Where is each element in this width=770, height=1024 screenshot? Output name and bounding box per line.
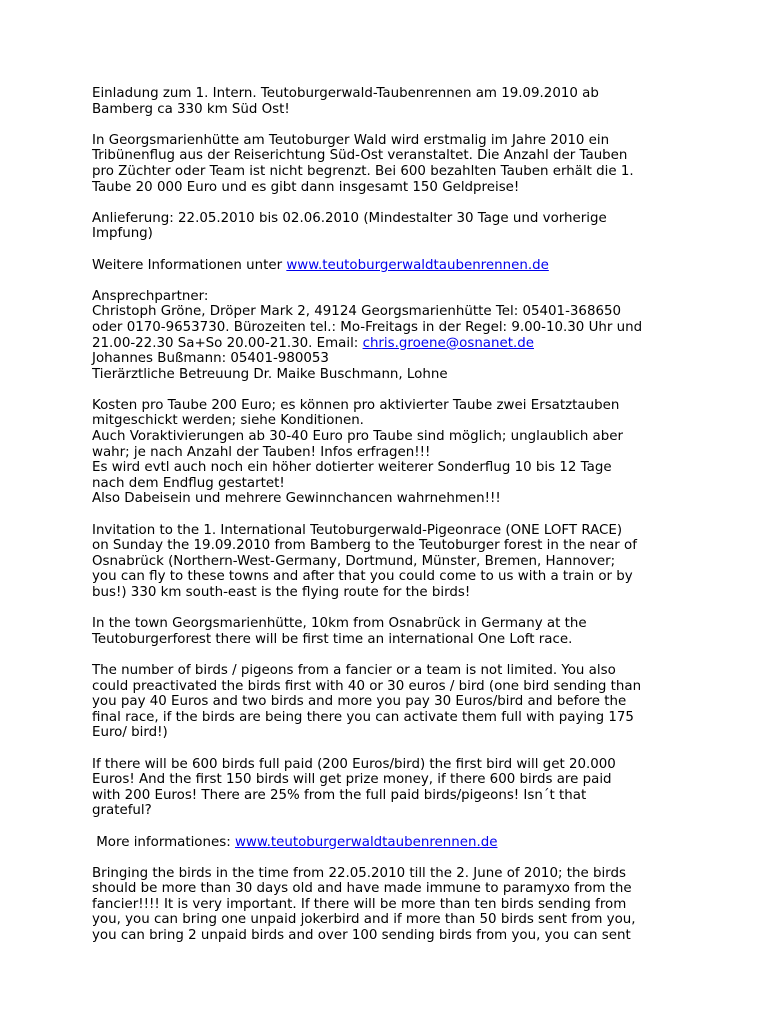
text-line: bus!) 330 km south-east is the flying route for the birds! [92,585,471,600]
email-link[interactable]: chris.groene@osnanet.de [362,335,534,351]
text-line: you pay 40 Euros and two birds and more you pay 30 Euros/bird and before the [92,694,627,710]
text-line: Euros! And the first 150 birds will get prize money, if there 600 birds are paid [92,772,612,788]
text-line: grateful? [92,803,152,819]
text-line: Also Dabeisein und mehrere Gewinnchancen wahrnehmen!!! [92,491,501,507]
text-line: If there will be 600 birds full paid (200 Euros/bird) the first bird will get 20.000 [92,756,616,772]
text-line: Invitation to the 1. International Teutoburgerwald-Pigeonrace (ONE LOFT RACE) [92,522,623,538]
text-line: Anlieferung: 22.05.2010 bis 02.06.2010 (Mindestalter 30 Tage und vorherige [92,210,607,226]
text-line: Es wird evtl auch noch ein höher dotierter weiterer Sonderflug 10 bis 12 Tage [92,460,612,476]
text-line: In Georgsmarienhütte am Teutoburger Wald wird erstmalig im Jahre 2010 ein [92,132,610,148]
text-line: you, you can bring one unpaid jokerbird and if more than 50 birds sent from you, [92,912,636,928]
text-line: The number of birds / pigeons from a fancier or a team is not limited. You also [92,662,616,678]
paragraph-number-of-birds [92,663,682,741]
text-line: nach dem Endflug gestartet! [92,475,285,491]
website-link[interactable]: www.teutoburgerwaldtaubenrennen.de [234,834,498,850]
paragraph-prize-money [92,757,682,819]
paragraph-invitation-title [92,86,682,117]
text-line: final race, if the birds are being there you can activate them full with paying 175 [92,709,634,725]
email-prefix: 21.00-22.30 Sa+So 20.00-21.30. Email: [92,335,363,351]
paragraph-invitation-english [92,523,682,601]
text-line: pro Züchter oder Team ist nicht begrenzt. Bei 600 bezahlten Tauben erhält die 1. [92,163,634,179]
text-line: could preactivated the birds first with 40 or 30 euros / bird (one bird sending than [92,678,642,694]
paragraph-bringing-birds [92,866,682,944]
text-line: Taube 20 000 Euro und es gibt dann insgesamt 150 Geldpreise! [92,179,520,195]
text-line: wahr; je nach Anzahl der Tauben! Infos erfragen!!! [92,444,431,460]
document-page [92,86,682,959]
contacts-heading: Ansprechpartner: [92,288,209,304]
text-line: In the town Georgsmarienhütte, 10km from Osnabrück in Germany at the [92,616,587,632]
website-link[interactable]: www.teutoburgerwaldtaubenrennen.de [286,257,549,273]
text-line: Osnabrück (Northern-West-Germany, Dortmund, Münster, Bremen, Hannover; [92,553,616,569]
text-line: Impfung) [92,226,153,242]
paragraph-more-info-de [92,258,682,274]
text-line: on Sunday the 19.09.2010 from Bamberg to the Teutoburger forest in the near of [92,538,637,554]
paragraph-delivery [92,211,682,242]
text-line [92,258,682,274]
text-line: Einladung zum 1. Intern. Teutoburgerwald-Taubenrennen am 19.09.2010 ab [92,86,599,101]
text-line: Tierärztliche Betreuung Dr. Maike Buschmann, Lohne [92,366,448,382]
text-line: Teutoburgerforest there will be first time an international One Loft race. [92,631,573,647]
text-line: Christoph Gröne, Dröper Mark 2, 49124 Georgsmarienhütte Tel: 05401-368650 [92,304,622,320]
text-line: Auch Voraktivierungen ab 30-40 Euro pro Taube sind möglich; unglaublich aber [92,429,624,445]
text-line: Bamberg ca 330 km Süd Ost! [92,101,290,117]
text-line: Bringing the birds in the time from 22.05.2010 till the 2. June of 2010; the birds [92,865,626,881]
text-line: fancier!!!! It is very important. If there will be more than ten birds sending from [92,896,627,912]
more-info-prefix: Weitere Informationen unter [92,257,287,273]
text-line: you can fly to these towns and after that you could come to us with a train or by [92,569,633,585]
text-line: should be more than 30 days old and have made immune to paramyxo from the [92,881,632,897]
text-line [92,835,682,851]
text-line: Tribünenflug aus der Reiserichtung Süd-Ost veranstaltet. Die Anzahl der Tauben [92,148,628,164]
paragraph-costs [92,398,682,507]
more-info-prefix: More informationes: [92,834,235,850]
text-line: with 200 Euros! There are 25% from the full paid birds/pigeons! Isn´t that [92,787,587,803]
text-line: oder 0170-9653730. Bürozeiten tel.: Mo-Freitags in der Regel: 9.00-10.30 Uhr und [92,319,643,335]
paragraph-location [92,616,682,647]
text-line: Johannes Bußmann: 05401-980053 [92,351,329,367]
paragraph-more-info-en [92,835,682,851]
text-line: Kosten pro Taube 200 Euro; es können pro aktivierter Taube zwei Ersatztauben [92,397,620,413]
paragraph-contacts [92,289,682,383]
paragraph-event-description [92,133,682,195]
text-line: Euro/ bird!) [92,725,168,741]
text-line: you can bring 2 unpaid birds and over 100 sending birds from you, you can sent [92,928,631,944]
text-line: mitgeschickt werden; siehe Konditionen. [92,413,364,429]
text-line [92,336,682,352]
